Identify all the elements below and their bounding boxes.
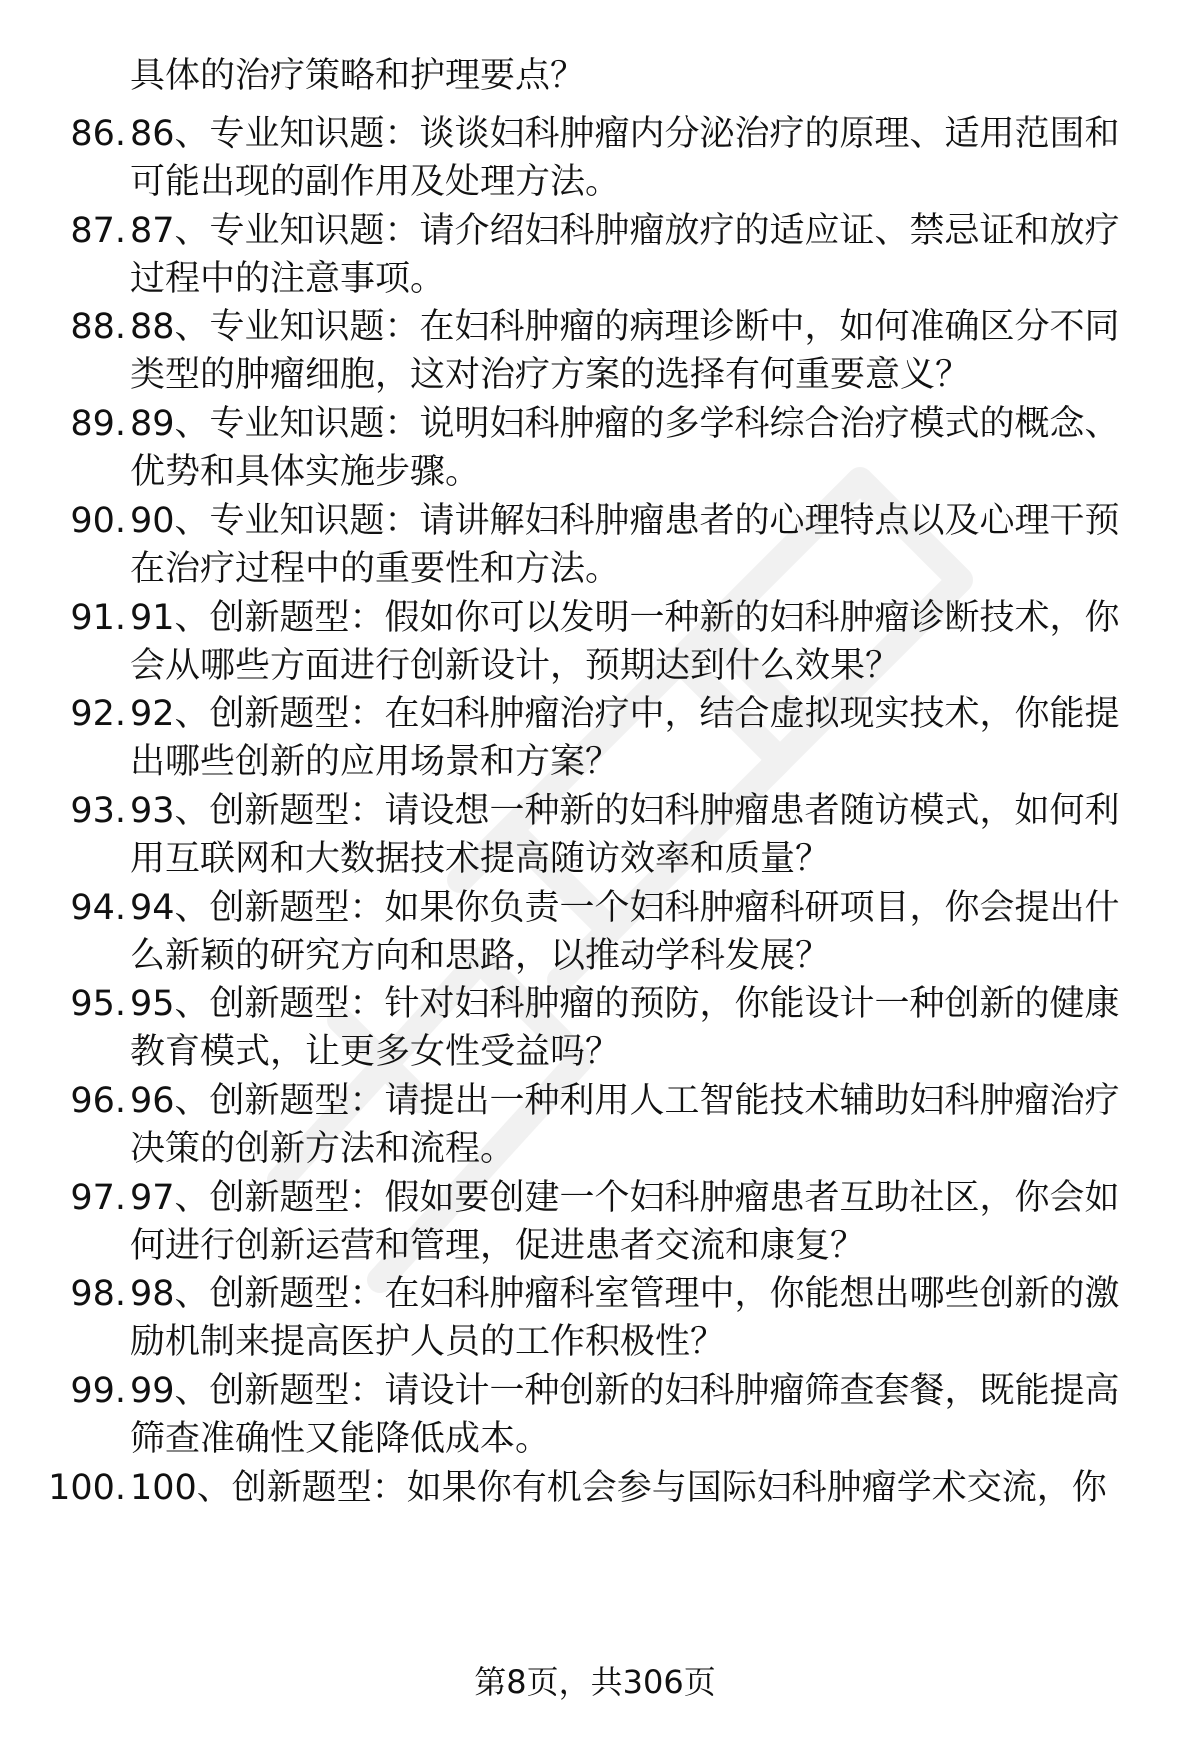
list-item-text — [130, 110, 1160, 206]
list-item-line: 99、创新题型：请设计一种创新的妇科肿瘤筛查套餐，既能提高 — [130, 1371, 1120, 1412]
list-item-line: 91、创新题型：假如你可以发明一种新的妇科肿瘤诊断技术，你 — [130, 597, 1120, 638]
list-item-number: 88. — [70, 307, 126, 348]
list-item-line: 决策的创新方法和流程。 — [130, 1129, 516, 1169]
list-item-text — [130, 594, 1160, 690]
list-item-number: 91. — [70, 597, 126, 638]
list-item-line: 87、专业知识题：请介绍妇科肿瘤放疗的适应证、禁忌证和放疗 — [130, 210, 1120, 251]
list-item-text — [130, 980, 1160, 1076]
list-item-line: 94、创新题型：如果你负责一个妇科肿瘤科研项目，你会提出什 — [130, 887, 1120, 928]
list-item-text — [130, 207, 1160, 303]
list-item-number: 99. — [70, 1371, 126, 1412]
list-item-text — [130, 1077, 1160, 1173]
list-item-text — [130, 1270, 1160, 1366]
list-item-line: 96、创新题型：请提出一种利用人工智能技术辅助妇科肿瘤治疗 — [130, 1081, 1120, 1121]
list-item-line: 会从哪些方面进行创新设计，预期达到什么效果？ — [130, 645, 901, 686]
list-item-line: 95、创新题型：针对妇科肿瘤的预防，你能设计一种创新的健康 — [130, 984, 1120, 1025]
list-item-line: 92、创新题型：在妇科肿瘤治疗中，结合虚拟现实技术，你能提 — [130, 694, 1120, 735]
list-item-number: 95. — [70, 984, 126, 1025]
list-item-line: 出哪些创新的应用场景和方案？ — [130, 742, 621, 783]
list-item-line: 教育模式，让更多女性受益吗？ — [130, 1032, 621, 1073]
list-item-line: 97、创新题型：假如要创建一个妇科肿瘤患者互助社区，你会如 — [130, 1177, 1120, 1218]
list-item-line: 86、专业知识题：谈谈妇科肿瘤内分泌治疗的原理、适用范围和 — [130, 114, 1120, 154]
list-item-text — [130, 1174, 1160, 1270]
list-item-line: 90、专业知识题：请讲解妇科肿瘤患者的心理特点以及心理干预 — [130, 500, 1120, 541]
list-item-line: 优势和具体实施步骤。 — [130, 452, 481, 493]
list-item-text — [130, 1464, 1160, 1512]
list-item-number: 98. — [70, 1274, 126, 1315]
list-item-line: 89、专业知识题：说明妇科肿瘤的多学科综合治疗模式的概念、 — [130, 404, 1120, 445]
list-item-line: 98、创新题型：在妇科肿瘤科室管理中，你能想出哪些创新的激 — [130, 1274, 1120, 1315]
list-item-number: 96. — [70, 1081, 126, 1121]
list-item-number: 93. — [70, 790, 126, 831]
list-item-text — [130, 787, 1160, 883]
list-item-line: 用互联网和大数据技术提高随访效率和质量？ — [130, 838, 831, 879]
list-item-line: 100、创新题型：如果你有机会参与国际妇科肿瘤学术交流，你 — [130, 1467, 1107, 1508]
list-item-number: 89. — [70, 404, 126, 445]
page-footer: 第8页，共306页 — [474, 1663, 716, 1701]
list-item-number: 92. — [70, 694, 126, 735]
list-item-text — [130, 497, 1160, 593]
list-item-line: 93、创新题型：请设想一种新的妇科肿瘤患者随访模式，如何利 — [130, 790, 1120, 831]
list-item-text — [130, 303, 1160, 399]
list-item-number: 94. — [70, 887, 126, 928]
list-item-number: 87. — [70, 210, 126, 251]
list-item-line: 类型的肿瘤细胞，这对治疗方案的选择有何重要意义？ — [130, 355, 971, 396]
list-item-text — [130, 1367, 1160, 1463]
list-item-text — [130, 400, 1160, 496]
list-item-line: 何进行创新运营和管理，促进患者交流和康复？ — [130, 1225, 866, 1266]
list-item-text — [130, 690, 1160, 786]
list-item-line: 过程中的注意事项。 — [130, 258, 446, 299]
list-item-line: 励机制来提高医护人员的工作积极性？ — [130, 1322, 726, 1363]
list-item-line: 在治疗过程中的重要性和方法。 — [130, 548, 621, 589]
list-item-number: 100. — [48, 1467, 126, 1508]
list-item-text — [130, 884, 1160, 980]
list-item-line: 么新颖的研究方向和思路，以推动学科发展？ — [130, 935, 831, 976]
list-item-line: 筛查准确性又能降低成本。 — [130, 1419, 551, 1460]
list-item-line: 可能出现的副作用及处理方法。 — [130, 162, 621, 202]
list-item-number: 90. — [70, 500, 126, 541]
list-item-number: 97. — [70, 1177, 126, 1218]
list-item-number: 86. — [70, 114, 126, 154]
list-item-line: 88、专业知识题：在妇科肿瘤的病理诊断中，如何准确区分不同 — [130, 307, 1120, 348]
continuation-line: 具体的治疗策略和护理要点？ — [130, 56, 586, 96]
